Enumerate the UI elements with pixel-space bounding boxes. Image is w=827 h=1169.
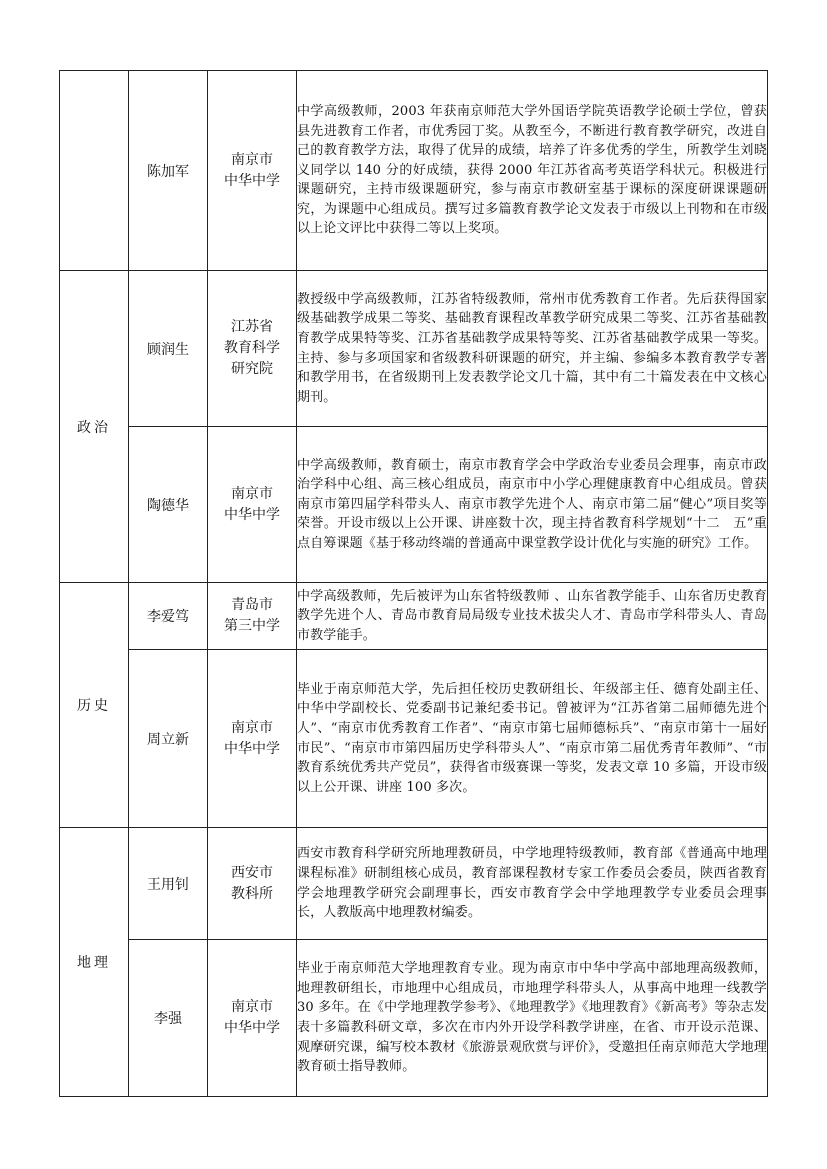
table-row xyxy=(60,583,768,650)
teacher-description: 中学高级教师，教育硕士，南京市教育学会中学政治专业委员会理事，南京市政治学科中心组、高三核心组成员，南京市中小学心理健康教育中心组成员。曾获南京市第四届学科带头人、南京市教学先进个人、南京市第二届“健心”项目奖等荣誉。开设市级以上公开课、讲座数十次，现主持省教育科学规划“十二 五”重点自筹课题《基于移动终端的普通高中课堂教学设计优化与实施的研究》工作。 xyxy=(297,427,768,583)
subject-history: 历史 xyxy=(60,583,129,828)
teacher-unit xyxy=(208,828,297,940)
unit-line: 中华中学 xyxy=(224,1020,280,1036)
teacher-name: 陈加军 xyxy=(129,71,208,271)
teacher-name: 周立新 xyxy=(129,650,208,828)
table-row xyxy=(60,71,768,271)
unit-line: 教科所 xyxy=(231,885,273,902)
subject-cell-empty xyxy=(60,71,129,271)
teacher-description: 毕业于南京师范大学地理教育专业。现为南京市中华中学高中部地理高级教师，地理教研组长，市地理中心组成员，市地理学科带头人，从事高中地理一线教学 30 多年。在《中学地理教学参考》、《地理教学》《地理教育》《新高考》等杂志发表十多篇教科研文章，多次在市内外开设学科教学讲座，在省、市开设示范课、观摩研究课，编写校本教材《旅游景观欣赏与评价》，受邀担任南京师范大学地理教育硕士指导教师。 xyxy=(297,940,768,1097)
teacher-description: 西安市教育科学研究所地理教研员，中学地理特级教师，教育部《普通高中地理课程标准》研制组核心成员，教育部课程教材专家工作委员会委员，陕西省教育学会地理教学研究会副理事长，西安市教育学会中学地理教学专业委员会理事长，人教版高中地理教材编委。 xyxy=(297,828,768,940)
teacher-name: 顾润生 xyxy=(129,271,208,427)
teacher-unit xyxy=(208,650,297,828)
subject-geography: 地理 xyxy=(60,828,129,1097)
unit-line: 中华中学 xyxy=(224,172,280,189)
teacher-name: 李爱笃 xyxy=(129,583,208,650)
teacher-description: 中学高级教师，先后被评为山东省特级教师 、山东省教学能手、山东省历史教育教学先进个人、青岛市教育局局级专业技术拔尖人才、青岛市学科带头人、青岛市教学能手。 xyxy=(297,583,768,650)
teacher-description: 教授级中学高级教师，江苏省特级教师，常州市优秀教育工作者。先后获得国家级基础教学成果二等奖、基础教育课程改革教学研究成果二等奖、江苏省基础教育教学成果特等奖、江苏省基础教学成果特等奖、江苏省基础教学成果一等奖。主持、参与多项国家和省级教科研课题的研究，并主编、参编多本教育教学专著和教学用书，在省级期刊上发表教学论文几十篇，其中有二十篇发表在中文核心期刊。 xyxy=(297,271,768,427)
teacher-unit xyxy=(208,71,297,271)
teacher-unit xyxy=(208,427,297,583)
unit-line: 江苏省 xyxy=(231,319,273,335)
unit-line: 研究院 xyxy=(231,361,273,377)
table-row xyxy=(60,650,768,828)
unit-line: 南京市 xyxy=(231,151,273,168)
teacher-name: 陶德华 xyxy=(129,427,208,583)
unit-line: 教育科学 xyxy=(224,340,280,356)
teacher-unit xyxy=(208,940,297,1097)
table-row xyxy=(60,940,768,1097)
unit-line: 南京市 xyxy=(231,485,273,502)
teacher-description: 毕业于南京师范大学，先后担任校历史教研组长、年级部主任、德育处副主任、中华中学副校长、党委副书记兼纪委书记。曾被评为“江苏省第二届师德先进个人”、“南京市优秀教育工作者”、“南京市第七届师德标兵”、“南京市第十一届好市民”、“南京市市第四届历史学科带头人”、“南京市第二届优秀青年教师”、“市教育系统优秀共产党员”，获得省市级赛课一等奖，发表文章 10 多篇，开设市级以上公开课、讲座 100 多次。 xyxy=(297,650,768,828)
table-row xyxy=(60,828,768,940)
unit-line: 南京市 xyxy=(231,999,273,1015)
table-row xyxy=(60,271,768,427)
teacher-name: 王用钊 xyxy=(129,828,208,940)
teacher-unit xyxy=(208,271,297,427)
unit-line: 中华中学 xyxy=(224,740,280,757)
teacher-unit xyxy=(208,583,297,650)
unit-line: 西安市 xyxy=(231,864,273,881)
table-row xyxy=(60,427,768,583)
unit-line: 青岛市 xyxy=(231,597,273,613)
teacher-name: 李强 xyxy=(129,940,208,1097)
unit-line: 中华中学 xyxy=(224,506,280,523)
teacher-description: 中学高级教师，2003 年获南京师范大学外国语学院英语教学论硕士学位，曾获县先进教育工作者，市优秀园丁奖。从教至今，不断进行教育教学研究，改进自己的教育教学方法，取得了优异的成绩，培养了许多优秀的学生，所教学生刘晓义同学以 140 分的好成绩，获得 2000 年江苏省高考英语学科状元。积极进行课题研究，主持市级课题研究，参与南京市教研室基于课标的深度研课课题研究，为课题中心组成员。撰写过多篇教育教学论文发表于市级以上刊物和在市级以上论文评比中获得二等以上奖项。 xyxy=(297,71,768,271)
unit-line: 第三中学 xyxy=(224,618,280,634)
teacher-table xyxy=(59,70,768,1097)
subject-politics: 政治 xyxy=(60,271,129,583)
unit-line: 南京市 xyxy=(231,719,273,736)
